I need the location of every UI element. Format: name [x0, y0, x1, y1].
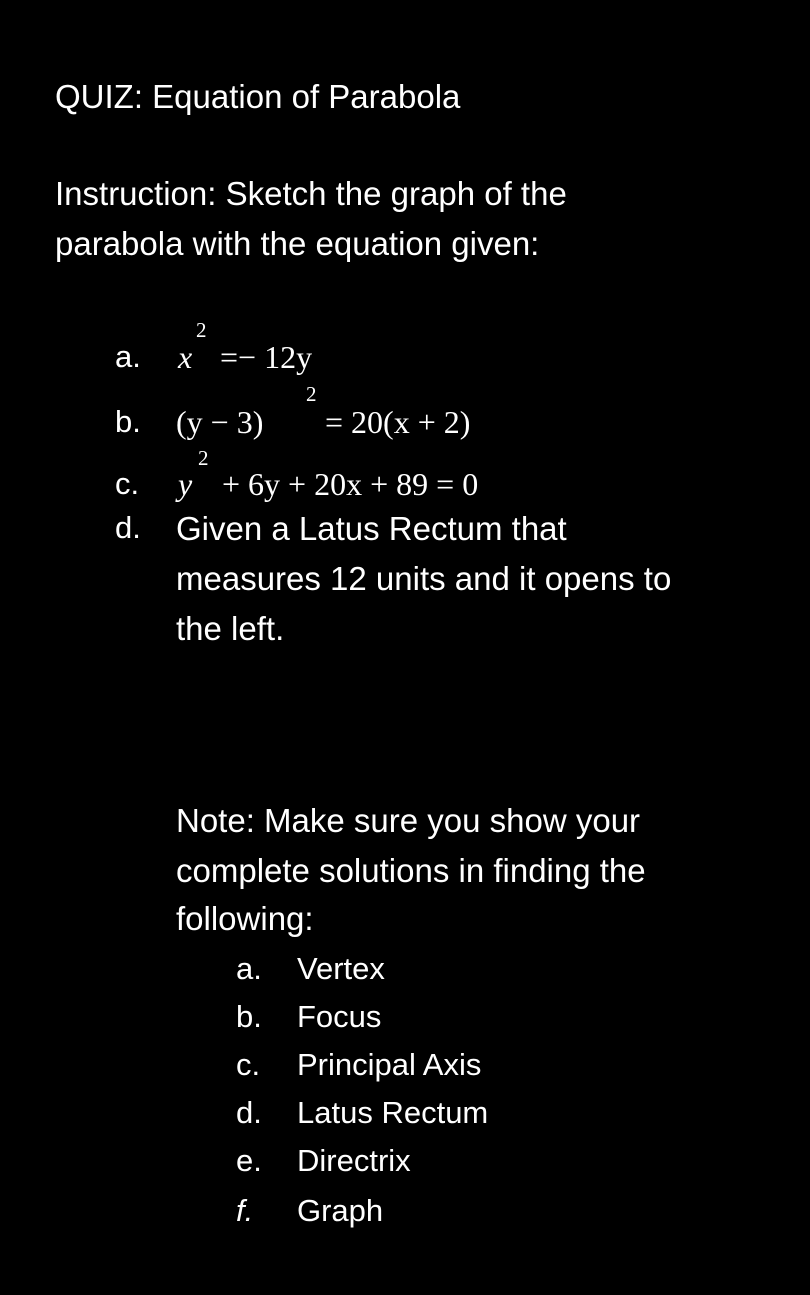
item-a-equation: =− 12y	[220, 339, 313, 375]
note-line-3: following:	[176, 900, 314, 937]
item-d-label: d.	[115, 510, 141, 545]
item-b-base: (y − 3)	[176, 404, 264, 440]
note-line-2: complete solutions in finding the	[176, 852, 646, 889]
item-d-line-2: measures 12 units and it opens to	[176, 560, 672, 597]
item-a-base: x	[178, 339, 193, 375]
item-a-exponent: 2	[196, 318, 207, 342]
subitem-b-label: b.	[236, 999, 262, 1034]
instruction-line-1: Instruction: Sketch the graph of the	[55, 175, 567, 212]
note-line-1: Note: Make sure you show your	[176, 802, 641, 839]
item-d-line-3: the left.	[176, 610, 285, 647]
subitem-c-label: c.	[236, 1047, 261, 1082]
item-c-base: y	[178, 466, 193, 502]
subitem-directrix: Directrix	[297, 1143, 411, 1178]
item-c-equation: + 6y + 20x + 89 = 0	[222, 466, 479, 502]
item-b-label: b.	[115, 404, 141, 439]
item-d-line-1: Given a Latus Rectum that	[176, 510, 567, 547]
subitem-focus: Focus	[297, 999, 382, 1034]
item-c-label: c.	[115, 466, 140, 501]
item-b-exponent: 2	[306, 382, 317, 406]
item-b-equation: = 20(x + 2)	[325, 404, 471, 440]
subitem-graph: Graph	[297, 1193, 384, 1228]
subitem-f-label: f.	[236, 1193, 254, 1228]
subitem-a-label: a.	[236, 951, 262, 986]
subitem-vertex: Vertex	[297, 951, 385, 986]
quiz-title: QUIZ: Equation of Parabola	[55, 78, 461, 115]
subitem-latus-rectum: Latus Rectum	[297, 1095, 489, 1130]
item-a-label: a.	[115, 339, 141, 374]
instruction-line-2: parabola with the equation given:	[55, 225, 540, 262]
item-c-exponent: 2	[198, 446, 209, 470]
subitem-e-label: e.	[236, 1143, 262, 1178]
subitem-d-label: d.	[236, 1095, 262, 1130]
subitem-principal-axis: Principal Axis	[297, 1047, 482, 1082]
